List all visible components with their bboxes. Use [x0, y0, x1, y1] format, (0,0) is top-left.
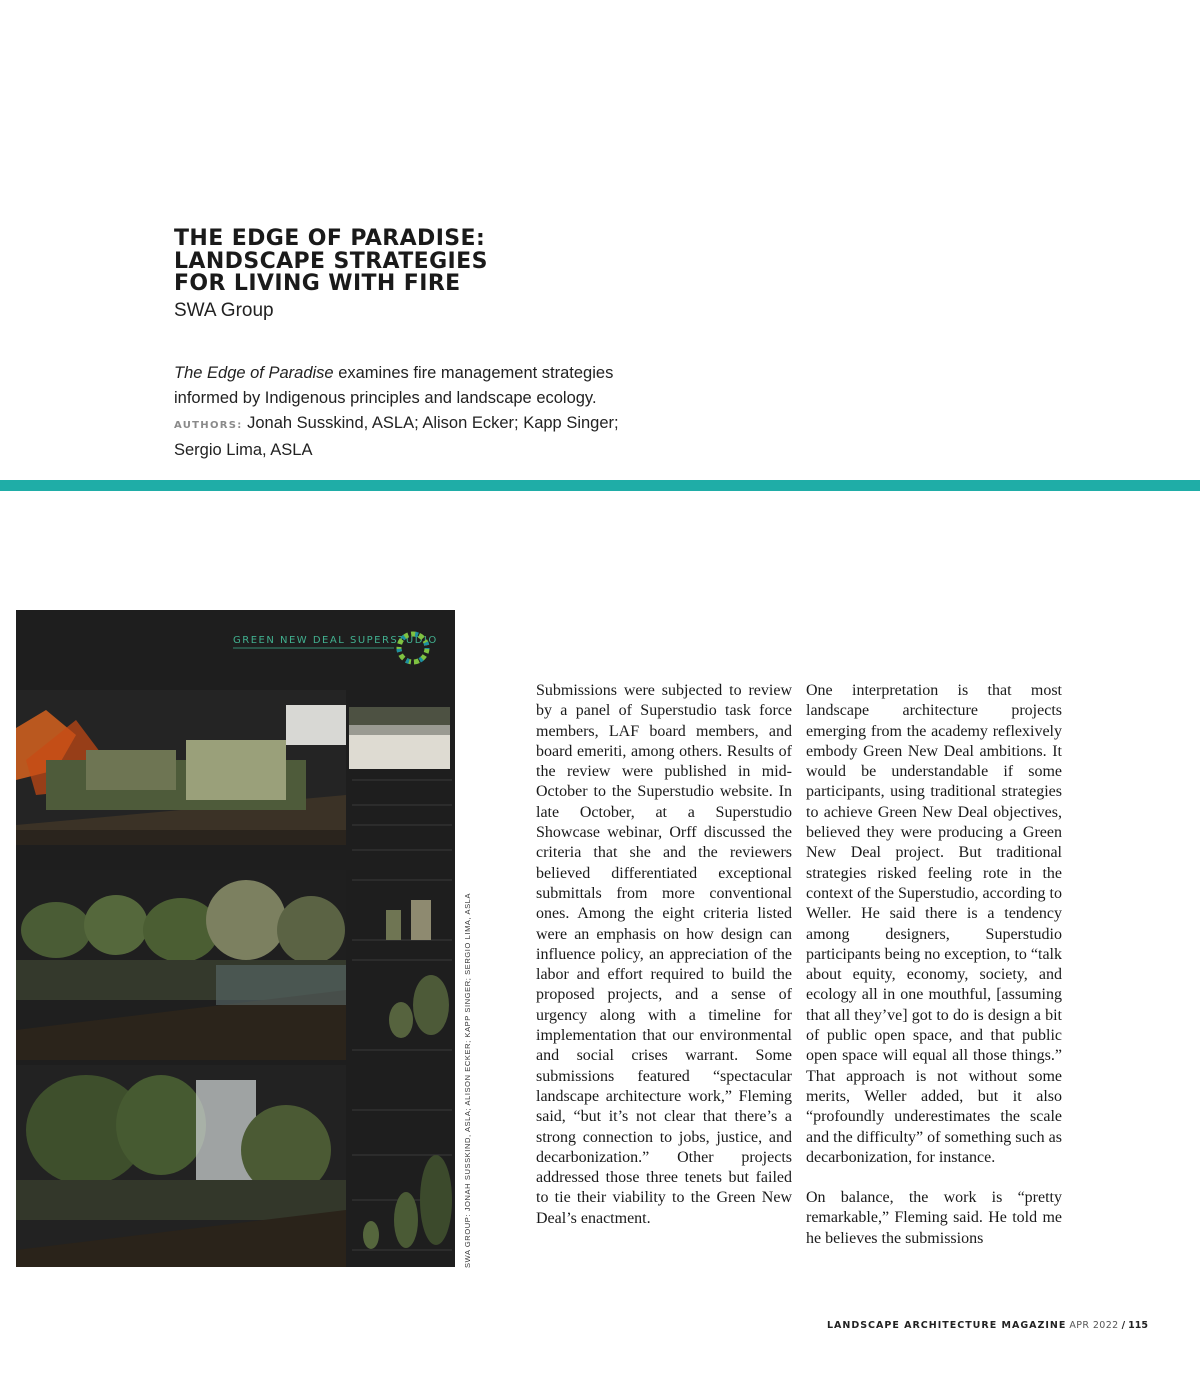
article-dek	[174, 361, 644, 463]
authors-label: AUTHORS:	[174, 420, 243, 431]
photo-credit: SWA GROUP: JONAH SUSSKIND, ASLA; ALISON ECKER; KAPP SINGER; SERGIO LIMA, ASLA	[463, 892, 472, 1268]
dek-summary-text: examines fire management strategies informed by Indigenous principles and landscape ecology.	[174, 364, 614, 407]
title-line-1: THE EDGE OF PARADISE:	[174, 226, 486, 251]
dek-authors	[174, 411, 644, 463]
authors-list: Jonah Susskind, ASLA; Alison Ecker; Kapp Singer; Sergio Lima, ASLA	[174, 414, 619, 459]
body-paragraph-2: One interpretation is that most landscape architecture projects emerging from the academy reflexively embody Green New Deal ambitions. It would be understandable if some participants, using traditional strategies to achieve Green New Deal objectives, believed they were producing a Green New Deal project. But traditional strategies risked feeling rote in the context of the Superstudio, according to Weller. He said there is a tendency among designers, Superstudio participants being no exception, to “talk about equity, economy, society, and ecology all in one mouthful, [assuming that all they’ve] got to do is design a bit of public open space, and that public open space will equal all those things.” That approach is not without some merits, Weller added, but it also “profoundly underestimates the scale and the difficulty” of something such as decarbonization, for instance.	[806, 682, 1062, 1166]
folio-page-number: 115	[1128, 1320, 1148, 1331]
board-inset-photo	[349, 707, 450, 769]
project-board-image	[16, 610, 455, 1267]
board-panel-woodland	[16, 870, 346, 1060]
firm-name: SWA Group	[174, 300, 274, 321]
title-line-3: FOR LIVING WITH FIRE	[174, 271, 461, 296]
board-header: GREEN NEW DEAL SUPERSTUDIO	[233, 635, 438, 646]
board-panel-forest	[16, 1065, 346, 1267]
folio-date: APR 2022	[1069, 1320, 1119, 1331]
folio-magazine: LANDSCAPE ARCHITECTURE MAGAZINE	[826, 1320, 1067, 1331]
dek-project-title: The Edge of Paradise	[174, 364, 334, 382]
title-line-2: LANDSCAPE STRATEGIES	[174, 248, 488, 274]
article-title	[174, 228, 694, 296]
body-paragraph-3: On balance, the work is “pretty remarkable,” Fleming said. He told me he believes the submissions	[806, 1189, 1062, 1247]
body-column-1	[536, 681, 792, 1249]
page-folio	[827, 1320, 1148, 1331]
body-paragraph-1: Submissions were subjected to review by a panel of Superstudio task force members, LAF board members, and board emeriti, among others. Results of the review were published in mid-October to the Superstudio website. In late October, at a Superstudio Showcase webinar, Orff discussed the criteria that she and the reviewers believed differentiated exceptional submittals from more conventional ones. Among the eight criteria listed were an emphasis on how design can influence policy, an appreciation of the labor and effort required to build the proposed projects, and a sense of urgency along with a timeline for implementation that our environmental and social crises warrant. Some submissions featured “spectacular landscape architecture work,” Fleming said, “but it’s not clear that there’s a strong connection to jobs, justice, and decarbonization.” Other projects addressed those three tenets but failed to tie their viability to the Green New Deal’s enactment.	[536, 682, 792, 1227]
folio-separator: /	[1121, 1320, 1126, 1331]
project-board-illustration	[16, 610, 455, 1267]
board-panel-grassland	[16, 690, 346, 845]
accent-rule	[0, 480, 1200, 491]
dek-summary	[174, 361, 644, 411]
body-column-2	[806, 681, 1062, 1269]
